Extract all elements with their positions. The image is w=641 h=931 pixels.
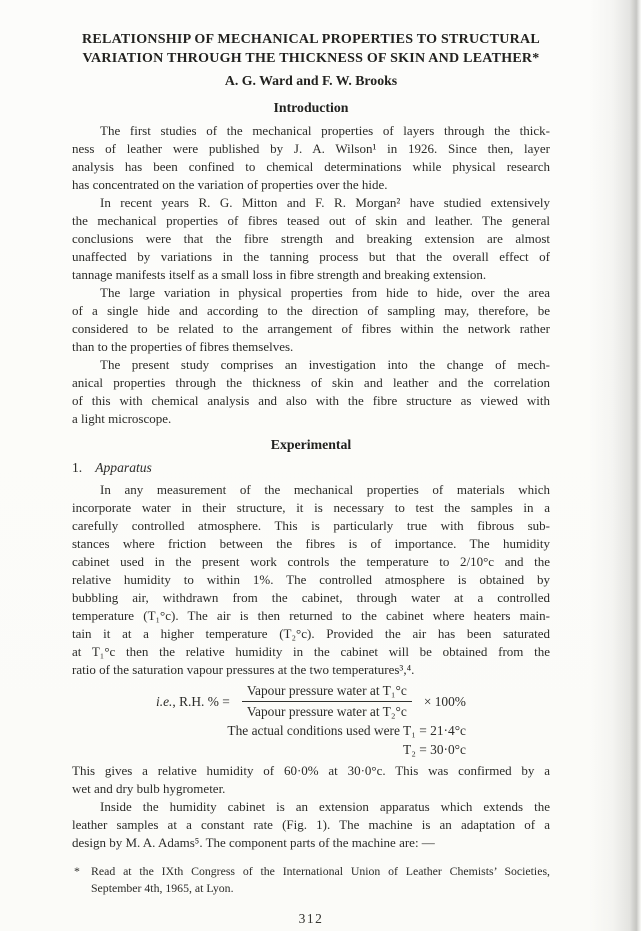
paragraph	[72, 284, 550, 356]
footnote-marker: *	[74, 864, 80, 878]
paragraph	[72, 194, 550, 284]
text-line: ness of leather were published by J. A. Wilson¹ in 1926. Since then, layer	[72, 141, 550, 156]
text-line: carefully controlled atmosphere. This is particularly true with fibrous sub-	[72, 518, 550, 533]
text-line: The first studies of the mechanical properties of layers through the thick-	[100, 123, 550, 138]
text-line: conclusions were that the fibre strength and breaking extension are almost	[72, 231, 550, 246]
text-line: The large variation in physical properties from hide to hide, over the area	[100, 285, 550, 300]
text-line: than to the properties of fibres themselves.	[72, 339, 294, 354]
text-line: tain it at a higher temperature (T₂°c). Provided the air has been saturated	[72, 626, 550, 641]
text-line: stances where friction between the fibres is of importance. The humidity	[72, 536, 550, 551]
paragraph	[72, 356, 550, 428]
text-line: leather samples at a constant rate (Fig. 1). The machine is an adaptation of a	[72, 817, 550, 832]
text-line: considered to be related to the arrangement of fibres within the network rather	[72, 321, 550, 336]
text-line: incorporate water in their structure, it is necessary to test the samples in a	[72, 500, 550, 515]
page-number: 312	[298, 911, 324, 926]
text-line: temperature (T₁°c). The air is then returned to the cabinet where heaters main-	[72, 608, 550, 623]
text-line: design by M. A. Adams⁵. The component parts of the machine are: —	[72, 835, 435, 850]
fraction-numerator: Vapour pressure water at T₁°c	[242, 682, 412, 702]
paragraph	[72, 762, 550, 798]
footnote	[72, 863, 550, 897]
footnote-text	[91, 863, 550, 897]
text-line: In any measurement of the mechanical properties of materials which	[100, 482, 550, 497]
footnote-line: Read at the IXth Congress of the International Union of Leather Chemists’ Societies,	[91, 864, 550, 878]
text-line: In recent years R. G. Mitton and F. R. Morgan² have studied extensively	[100, 195, 550, 210]
text-line: The present study comprises an investigation into the change of mech-	[100, 357, 550, 372]
text-line: bubbling air, withdrawn from the cabinet, through water at a controlled	[72, 590, 550, 605]
section-heading: Experimental	[270, 437, 352, 452]
section-heading: Introduction	[273, 100, 349, 115]
text-line: anical properties through the thickness of skin and leather and the correlation	[72, 375, 550, 390]
formula-multiplier: × 100%	[423, 693, 466, 709]
text-line: analysis has been confined to chemical determinations while physical research	[72, 159, 550, 174]
text-line: tannage manifests itself as a small loss in fibre strength and breaking extension.	[72, 267, 487, 282]
text-line: relative humidity to within 1%. The controlled atmosphere is obtained by	[72, 572, 550, 587]
text-line: ratio of the saturation vapour pressures at the two temperatures³,⁴.	[72, 662, 415, 677]
formula-fraction	[242, 682, 412, 721]
text-line: of a single hide and according to the direction of sampling may, therefore, be	[72, 303, 550, 318]
subsection-heading	[72, 459, 550, 477]
page-content	[72, 30, 550, 927]
article-title-line2: VARIATION THROUGH THE THICKNESS OF SKIN AND LEATHER*	[82, 51, 540, 66]
article-title-line1: RELATIONSHIP OF MECHANICAL PROPERTIES TO STRUCTURAL	[82, 32, 540, 47]
formula-main-row	[72, 682, 550, 721]
text-line: a light microscope.	[72, 411, 172, 426]
subsection-title: Apparatus	[95, 460, 152, 475]
page-body	[72, 99, 550, 897]
text-line: unaffected by variations in the tanning process but that the overall effect of	[72, 249, 550, 264]
paragraph	[72, 798, 550, 852]
fraction-denominator: Vapour pressure water at T₂°c	[246, 704, 407, 719]
text-line: at T₁°c then the relative humidity in the cabinet will be obtained from the	[72, 644, 550, 659]
formula-lhs: i.e., R.H. % =	[156, 693, 230, 709]
subsection-number: 1.	[72, 460, 83, 475]
text-line: the mechanical properties of fibres teased out of skin and leather. The general	[72, 213, 550, 228]
article-authors: A. G. Ward and F. W. Brooks	[224, 73, 398, 88]
text-line: Inside the humidity cabinet is an extension apparatus which extends the	[100, 799, 550, 814]
text-line: wet and dry bulb hygrometer.	[72, 781, 226, 796]
formula-condition-1: The actual conditions used were T₁ = 21·4°c	[227, 723, 466, 738]
paragraph	[72, 481, 550, 679]
text-line: cabinet used in the present work controls the temperature to 2/10°c and the	[72, 554, 550, 569]
formula-ie-label: i.e.	[156, 693, 173, 709]
footnote-line: September 4th, 1965, at Lyon.	[91, 881, 234, 895]
text-line: of this with chemical analysis and also with the fibre structure as viewed with	[72, 393, 550, 408]
text-line: This gives a relative humidity of 60·0% at 30·0°c. This was confirmed by a	[72, 763, 550, 778]
text-line: has concentrated on the variation of properties over the hide.	[72, 177, 388, 192]
title-block	[72, 30, 550, 90]
page-edge-shadow	[589, 0, 641, 931]
paragraph	[72, 122, 550, 194]
rh-formula	[72, 682, 550, 759]
formula-condition-2: T₂ = 30·0°c	[403, 742, 466, 757]
